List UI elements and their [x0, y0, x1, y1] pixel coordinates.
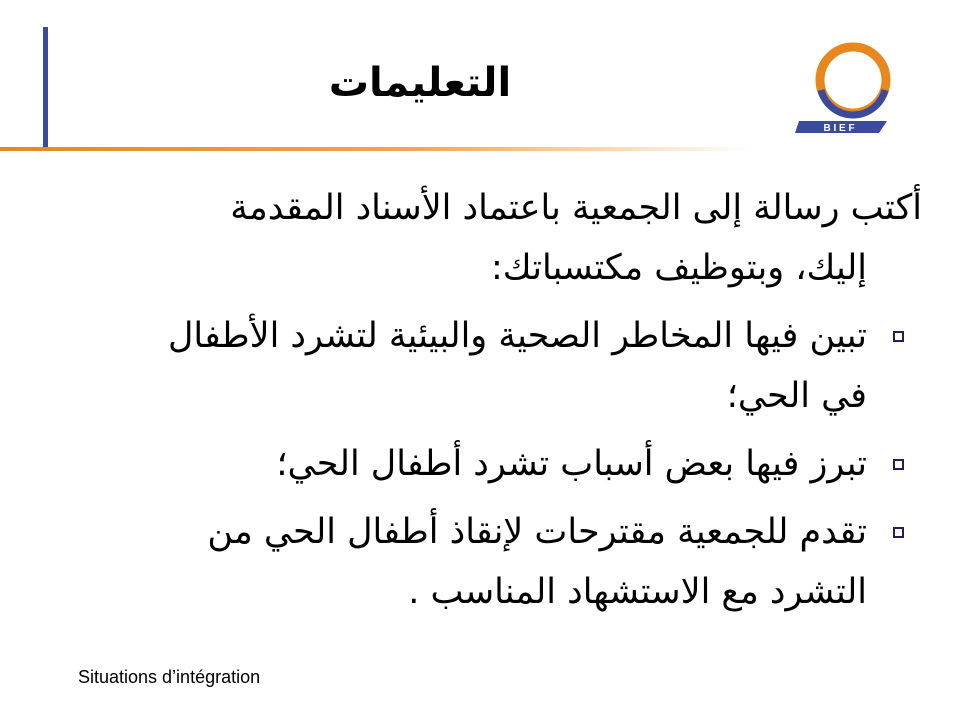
- logo-text: B I E F: [823, 123, 855, 134]
- list-item-line-2: التشرد مع الاستشهاد المناسب .: [408, 572, 867, 612]
- list-item-line-2: في الحي؛: [726, 376, 867, 416]
- slide-body: [60, 178, 922, 622]
- list-item: [60, 502, 922, 622]
- bullet-icon: [893, 459, 904, 470]
- list-item: [60, 306, 922, 426]
- list-item: [60, 434, 922, 494]
- bullet-icon: [893, 331, 904, 342]
- intro-line-1: أكتب رسالة إلى الجمعية باعتماد الأسناد المقدمة: [230, 188, 922, 228]
- list-item-line-1: تقدم للجمعية مقترحات لإنقاذ أطفال الحي من: [207, 512, 867, 552]
- intro-line-2: إليك، وبتوظيف مكتسباتك:: [490, 248, 867, 288]
- accent-vertical-bar: [43, 27, 48, 149]
- list-item-line-1: تبرز فيها بعض أسباب تشرد أطفال الحي؛: [276, 444, 867, 484]
- slide-footer: Situations d’intégration: [78, 667, 261, 687]
- accent-horizontal-line: [0, 147, 755, 151]
- intro-paragraph: [60, 178, 922, 298]
- bief-logo: [795, 35, 907, 135]
- bullet-icon: [893, 527, 904, 538]
- slide-title: التعليمات: [328, 60, 512, 106]
- list-item-line-1: تبين فيها المخاطر الصحية والبيئية لتشرد الأطفال: [167, 316, 867, 356]
